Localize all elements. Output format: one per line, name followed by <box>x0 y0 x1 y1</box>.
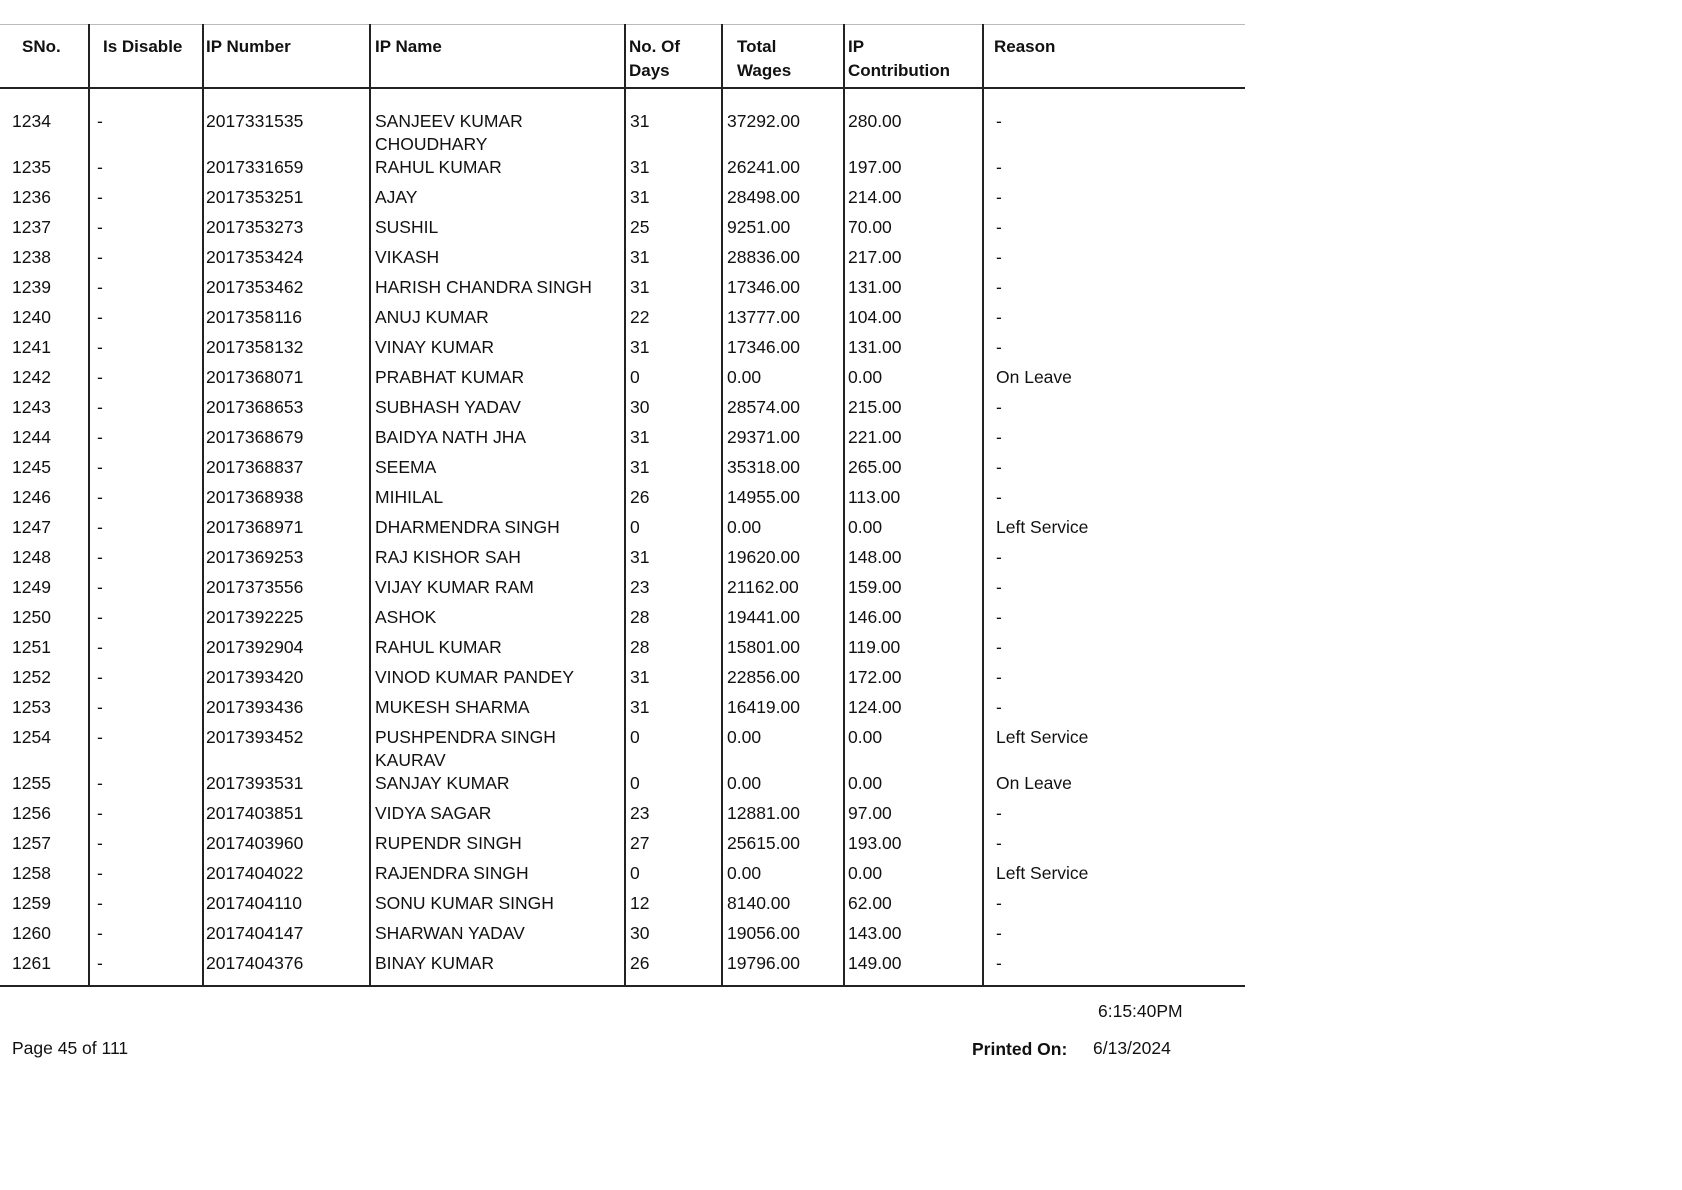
table-header <box>0 24 1245 89</box>
table-row <box>0 110 1245 156</box>
cell-total-wages: 12881.00 <box>727 803 800 823</box>
cell-ip-name: SANJAY KUMAR <box>375 773 510 793</box>
cell-ip-number: 2017368938 <box>206 487 304 507</box>
cell-ip-name: SUBHASH YADAV <box>375 397 521 417</box>
cell-ip-number: 2017368653 <box>206 397 304 417</box>
cell-no-of-days: 0 <box>630 727 640 747</box>
cell-is-disable: - <box>97 667 103 687</box>
cell-total-wages: 21162.00 <box>727 577 799 597</box>
cell-sno: 1254 <box>12 727 51 747</box>
cell-no-of-days: 12 <box>630 893 650 913</box>
cell-ip-number: 2017368837 <box>206 457 304 477</box>
cell-sno: 1237 <box>12 217 51 237</box>
cell-reason: - <box>996 637 1002 657</box>
cell-no-of-days: 27 <box>630 833 650 853</box>
cell-no-of-days: 31 <box>630 247 650 267</box>
table-row <box>0 426 1245 456</box>
cell-is-disable: - <box>97 397 103 417</box>
cell-sno: 1251 <box>12 637 51 657</box>
cell-reason: - <box>996 457 1002 477</box>
header-sno: SNo. <box>22 37 61 56</box>
cell-is-disable: - <box>97 893 103 913</box>
cell-ip-name: SHARWAN YADAV <box>375 923 525 943</box>
cell-is-disable: - <box>97 803 103 823</box>
cell-ip-contribution: 119.00 <box>848 637 901 657</box>
cell-no-of-days: 0 <box>630 863 640 883</box>
cell-total-wages: 17346.00 <box>727 337 800 357</box>
cell-no-of-days: 31 <box>630 337 650 357</box>
cell-no-of-days: 26 <box>630 487 650 507</box>
cell-total-wages: 29371.00 <box>727 427 800 447</box>
cell-reason: - <box>996 217 1002 237</box>
cell-reason: Left Service <box>996 863 1089 883</box>
cell-ip-number: 2017393420 <box>206 667 304 687</box>
cell-total-wages: 28836.00 <box>727 247 800 267</box>
cell-no-of-days: 28 <box>630 607 650 627</box>
header-ip-number: IP Number <box>206 37 291 56</box>
cell-ip-number: 2017368971 <box>206 517 304 537</box>
table-row <box>0 666 1245 696</box>
table-row <box>0 832 1245 862</box>
cell-is-disable: - <box>97 727 103 747</box>
cell-reason: - <box>996 607 1002 627</box>
cell-reason: - <box>996 803 1002 823</box>
cell-ip-number: 2017403960 <box>206 833 304 853</box>
cell-ip-name: RAJENDRA SINGH <box>375 863 529 883</box>
cell-sno: 1235 <box>12 157 51 177</box>
cell-sno: 1240 <box>12 307 51 327</box>
cell-is-disable: - <box>97 157 103 177</box>
cell-ip-name: SANJEEV KUMAR CHOUDHARY <box>375 111 523 154</box>
cell-ip-number: 2017392904 <box>206 637 304 657</box>
cell-sno: 1246 <box>12 487 51 507</box>
cell-reason: - <box>996 277 1002 297</box>
table-row <box>0 922 1245 952</box>
cell-ip-number: 2017353273 <box>206 217 304 237</box>
cell-total-wages: 19441.00 <box>727 607 800 627</box>
cell-ip-number: 2017358116 <box>206 307 303 327</box>
table-row <box>0 606 1245 636</box>
cell-ip-contribution: 104.00 <box>848 307 902 327</box>
cell-reason: - <box>996 307 1002 327</box>
cell-ip-contribution: 113.00 <box>848 487 901 507</box>
cell-sno: 1242 <box>12 367 51 387</box>
cell-no-of-days: 31 <box>630 667 650 687</box>
cell-total-wages: 28498.00 <box>727 187 800 207</box>
cell-sno: 1250 <box>12 607 51 627</box>
cell-is-disable: - <box>97 697 103 717</box>
cell-is-disable: - <box>97 111 103 131</box>
table-row <box>0 336 1245 366</box>
cell-is-disable: - <box>97 547 103 567</box>
cell-ip-contribution: 159.00 <box>848 577 902 597</box>
cell-sno: 1248 <box>12 547 51 567</box>
cell-total-wages: 19056.00 <box>727 923 800 943</box>
cell-no-of-days: 25 <box>630 217 650 237</box>
cell-no-of-days: 28 <box>630 637 650 657</box>
table-row <box>0 246 1245 276</box>
cell-no-of-days: 31 <box>630 457 650 477</box>
cell-reason: - <box>996 893 1002 913</box>
cell-total-wages: 13777.00 <box>727 307 800 327</box>
cell-ip-contribution: 70.00 <box>848 217 892 237</box>
cell-ip-number: 2017369253 <box>206 547 304 567</box>
cell-ip-contribution: 0.00 <box>848 727 883 747</box>
cell-ip-name: RAHUL KUMAR <box>375 637 502 657</box>
cell-sno: 1261 <box>12 953 51 973</box>
cell-no-of-days: 30 <box>630 397 650 417</box>
cell-sno: 1245 <box>12 457 51 477</box>
table-row <box>0 516 1245 546</box>
cell-ip-number: 2017393436 <box>206 697 304 717</box>
cell-ip-contribution: 214.00 <box>848 187 902 207</box>
cell-ip-name: VINAY KUMAR <box>375 337 494 357</box>
table-row <box>0 696 1245 726</box>
cell-reason: - <box>996 667 1002 687</box>
cell-ip-number: 2017392225 <box>206 607 304 627</box>
cell-is-disable: - <box>97 773 103 793</box>
cell-total-wages: 0.00 <box>727 863 762 883</box>
cell-ip-name: SEEMA <box>375 457 437 477</box>
cell-is-disable: - <box>97 217 103 237</box>
cell-sno: 1258 <box>12 863 51 883</box>
cell-no-of-days: 22 <box>630 307 650 327</box>
table-row <box>0 216 1245 246</box>
cell-sno: 1257 <box>12 833 51 853</box>
cell-total-wages: 0.00 <box>727 367 762 387</box>
table-row <box>0 456 1245 486</box>
cell-ip-contribution: 0.00 <box>848 773 883 793</box>
cell-is-disable: - <box>97 277 103 297</box>
cell-sno: 1243 <box>12 397 51 417</box>
cell-total-wages: 9251.00 <box>727 217 791 237</box>
cell-reason: - <box>996 953 1002 973</box>
table-row <box>0 486 1245 516</box>
cell-ip-contribution: 0.00 <box>848 517 883 537</box>
cell-ip-name: ANUJ KUMAR <box>375 307 489 327</box>
cell-reason: - <box>996 833 1002 853</box>
cell-no-of-days: 0 <box>630 773 640 793</box>
cell-total-wages: 19796.00 <box>727 953 800 973</box>
cell-ip-contribution: 280.00 <box>848 111 902 131</box>
cell-no-of-days: 31 <box>630 547 650 567</box>
table-body <box>0 89 1245 987</box>
cell-ip-number: 2017404110 <box>206 893 303 913</box>
cell-no-of-days: 30 <box>630 923 650 943</box>
cell-ip-contribution: 215.00 <box>848 397 902 417</box>
table-row <box>0 576 1245 606</box>
cell-ip-number: 2017368071 <box>206 367 304 387</box>
table-row <box>0 546 1245 576</box>
cell-no-of-days: 31 <box>630 277 650 297</box>
cell-ip-contribution: 172.00 <box>848 667 902 687</box>
cell-ip-contribution: 124.00 <box>848 697 902 717</box>
header-ip-contribution: IP Contribution <box>848 37 950 80</box>
contribution-table <box>0 24 1245 987</box>
cell-ip-number: 2017331535 <box>206 111 304 131</box>
header-ip-name: IP Name <box>375 37 442 56</box>
cell-is-disable: - <box>97 517 103 537</box>
cell-total-wages: 16419.00 <box>727 697 800 717</box>
cell-no-of-days: 0 <box>630 367 640 387</box>
cell-is-disable: - <box>97 457 103 477</box>
cell-sno: 1244 <box>12 427 51 447</box>
cell-ip-contribution: 131.00 <box>848 277 902 297</box>
cell-is-disable: - <box>97 487 103 507</box>
header-total-wages: Total Wages <box>737 37 792 80</box>
cell-ip-number: 2017358132 <box>206 337 304 357</box>
cell-is-disable: - <box>97 577 103 597</box>
cell-ip-number: 2017331659 <box>206 157 304 177</box>
cell-total-wages: 37292.00 <box>727 111 800 131</box>
cell-ip-name: MUKESH SHARMA <box>375 697 530 717</box>
cell-sno: 1260 <box>12 923 51 943</box>
cell-no-of-days: 31 <box>630 157 650 177</box>
table-row <box>0 186 1245 216</box>
cell-sno: 1247 <box>12 517 51 537</box>
cell-is-disable: - <box>97 337 103 357</box>
cell-ip-contribution: 221.00 <box>848 427 902 447</box>
cell-sno: 1252 <box>12 667 51 687</box>
table-row <box>0 636 1245 666</box>
cell-is-disable: - <box>97 863 103 883</box>
cell-sno: 1238 <box>12 247 51 267</box>
cell-reason: - <box>996 111 1002 131</box>
cell-ip-name: RUPENDR SINGH <box>375 833 522 853</box>
cell-total-wages: 19620.00 <box>727 547 800 567</box>
cell-ip-number: 2017353462 <box>206 277 304 297</box>
cell-sno: 1259 <box>12 893 51 913</box>
cell-reason: - <box>996 427 1002 447</box>
cell-ip-contribution: 0.00 <box>848 367 883 387</box>
cell-reason: - <box>996 577 1002 597</box>
cell-reason: - <box>996 547 1002 567</box>
cell-ip-name: RAJ KISHOR SAH <box>375 547 521 567</box>
cell-ip-name: BAIDYA NATH JHA <box>375 427 527 447</box>
cell-ip-name: PUSHPENDRA SINGH KAURAV <box>375 727 556 770</box>
cell-total-wages: 14955.00 <box>727 487 800 507</box>
cell-sno: 1253 <box>12 697 51 717</box>
cell-ip-contribution: 97.00 <box>848 803 892 823</box>
cell-ip-name: VINOD KUMAR PANDEY <box>375 667 575 687</box>
cell-is-disable: - <box>97 427 103 447</box>
cell-ip-contribution: 149.00 <box>848 953 902 973</box>
cell-is-disable: - <box>97 367 103 387</box>
cell-no-of-days: 31 <box>630 111 650 131</box>
table-row <box>0 726 1245 772</box>
cell-ip-name: VIDYA SAGAR <box>375 803 492 823</box>
cell-ip-name: VIJAY KUMAR RAM <box>375 577 534 597</box>
header-reason: Reason <box>994 37 1056 56</box>
cell-ip-number: 2017393531 <box>206 773 304 793</box>
cell-ip-name: HARISH CHANDRA SINGH <box>375 277 592 297</box>
cell-ip-name: RAHUL KUMAR <box>375 157 502 177</box>
printed-date: 6/13/2024 <box>1093 1038 1171 1058</box>
cell-reason: Left Service <box>996 517 1089 537</box>
table-row <box>0 802 1245 832</box>
cell-total-wages: 26241.00 <box>727 157 800 177</box>
cell-total-wages: 28574.00 <box>727 397 800 417</box>
cell-ip-name: ASHOK <box>375 607 437 627</box>
header-is-disable: Is Disable <box>103 37 183 56</box>
cell-ip-name: DHARMENDRA SINGH <box>375 517 560 537</box>
cell-ip-contribution: 217.00 <box>848 247 902 267</box>
cell-total-wages: 0.00 <box>727 773 762 793</box>
cell-reason: - <box>996 923 1002 943</box>
table-row <box>0 772 1245 802</box>
cell-ip-name: PRABHAT KUMAR <box>375 367 525 387</box>
cell-ip-name: SUSHIL <box>375 217 439 237</box>
cell-reason: Left Service <box>996 727 1089 747</box>
cell-ip-name: AJAY <box>375 187 418 207</box>
printed-time: 6:15:40PM <box>1098 1001 1183 1021</box>
cell-ip-number: 2017404022 <box>206 863 304 883</box>
cell-is-disable: - <box>97 637 103 657</box>
table-row <box>0 892 1245 922</box>
cell-sno: 1241 <box>12 337 51 357</box>
cell-ip-contribution: 146.00 <box>848 607 902 627</box>
cell-ip-number: 2017403851 <box>206 803 304 823</box>
cell-ip-number: 2017404147 <box>206 923 304 943</box>
printed-on-label: Printed On: <box>972 1039 1068 1059</box>
cell-ip-name: SONU KUMAR SINGH <box>375 893 554 913</box>
cell-sno: 1256 <box>12 803 51 823</box>
cell-ip-contribution: 265.00 <box>848 457 902 477</box>
cell-total-wages: 0.00 <box>727 517 762 537</box>
cell-is-disable: - <box>97 833 103 853</box>
cell-ip-contribution: 197.00 <box>848 157 902 177</box>
cell-ip-name: VIKASH <box>375 247 440 267</box>
cell-sno: 1255 <box>12 773 51 793</box>
cell-ip-number: 2017393452 <box>206 727 304 747</box>
cell-is-disable: - <box>97 607 103 627</box>
cell-is-disable: - <box>97 923 103 943</box>
cell-reason: - <box>996 187 1002 207</box>
cell-reason: - <box>996 697 1002 717</box>
table-row <box>0 276 1245 306</box>
cell-total-wages: 35318.00 <box>727 457 800 477</box>
cell-total-wages: 22856.00 <box>727 667 800 687</box>
table-row <box>0 396 1245 426</box>
cell-sno: 1249 <box>12 577 51 597</box>
cell-ip-name: BINAY KUMAR <box>375 953 494 973</box>
cell-total-wages: 17346.00 <box>727 277 800 297</box>
cell-is-disable: - <box>97 307 103 327</box>
cell-sno: 1239 <box>12 277 51 297</box>
cell-ip-number: 2017368679 <box>206 427 304 447</box>
cell-ip-contribution: 193.00 <box>848 833 902 853</box>
cell-total-wages: 15801.00 <box>727 637 800 657</box>
cell-ip-contribution: 62.00 <box>848 893 892 913</box>
cell-no-of-days: 23 <box>630 803 650 823</box>
cell-sno: 1234 <box>12 111 51 131</box>
cell-reason: On Leave <box>996 367 1072 387</box>
cell-ip-number: 2017404376 <box>206 953 304 973</box>
table-row <box>0 366 1245 396</box>
cell-no-of-days: 31 <box>630 427 650 447</box>
cell-is-disable: - <box>97 953 103 973</box>
cell-reason: - <box>996 157 1002 177</box>
cell-reason: On Leave <box>996 773 1072 793</box>
cell-ip-number: 2017373556 <box>206 577 304 597</box>
cell-ip-contribution: 131.00 <box>848 337 902 357</box>
table-row <box>0 156 1245 186</box>
cell-ip-contribution: 148.00 <box>848 547 902 567</box>
cell-ip-contribution: 143.00 <box>848 923 902 943</box>
cell-no-of-days: 0 <box>630 517 640 537</box>
cell-total-wages: 8140.00 <box>727 893 791 913</box>
table-row <box>0 306 1245 336</box>
cell-no-of-days: 31 <box>630 697 650 717</box>
cell-ip-number: 2017353251 <box>206 187 304 207</box>
cell-is-disable: - <box>97 187 103 207</box>
cell-is-disable: - <box>97 247 103 267</box>
cell-no-of-days: 23 <box>630 577 650 597</box>
cell-total-wages: 25615.00 <box>727 833 800 853</box>
cell-reason: - <box>996 397 1002 417</box>
cell-ip-contribution: 0.00 <box>848 863 883 883</box>
cell-reason: - <box>996 337 1002 357</box>
cell-reason: - <box>996 247 1002 267</box>
cell-no-of-days: 26 <box>630 953 650 973</box>
cell-total-wages: 0.00 <box>727 727 762 747</box>
header-no-of-days: No. Of Days <box>629 37 680 80</box>
cell-sno: 1236 <box>12 187 51 207</box>
cell-no-of-days: 31 <box>630 187 650 207</box>
cell-ip-name: MIHILAL <box>375 487 444 507</box>
cell-ip-number: 2017353424 <box>206 247 304 267</box>
cell-reason: - <box>996 487 1002 507</box>
table-row <box>0 862 1245 892</box>
table-row <box>0 952 1245 982</box>
page-indicator: Page 45 of 111 <box>12 1038 129 1058</box>
